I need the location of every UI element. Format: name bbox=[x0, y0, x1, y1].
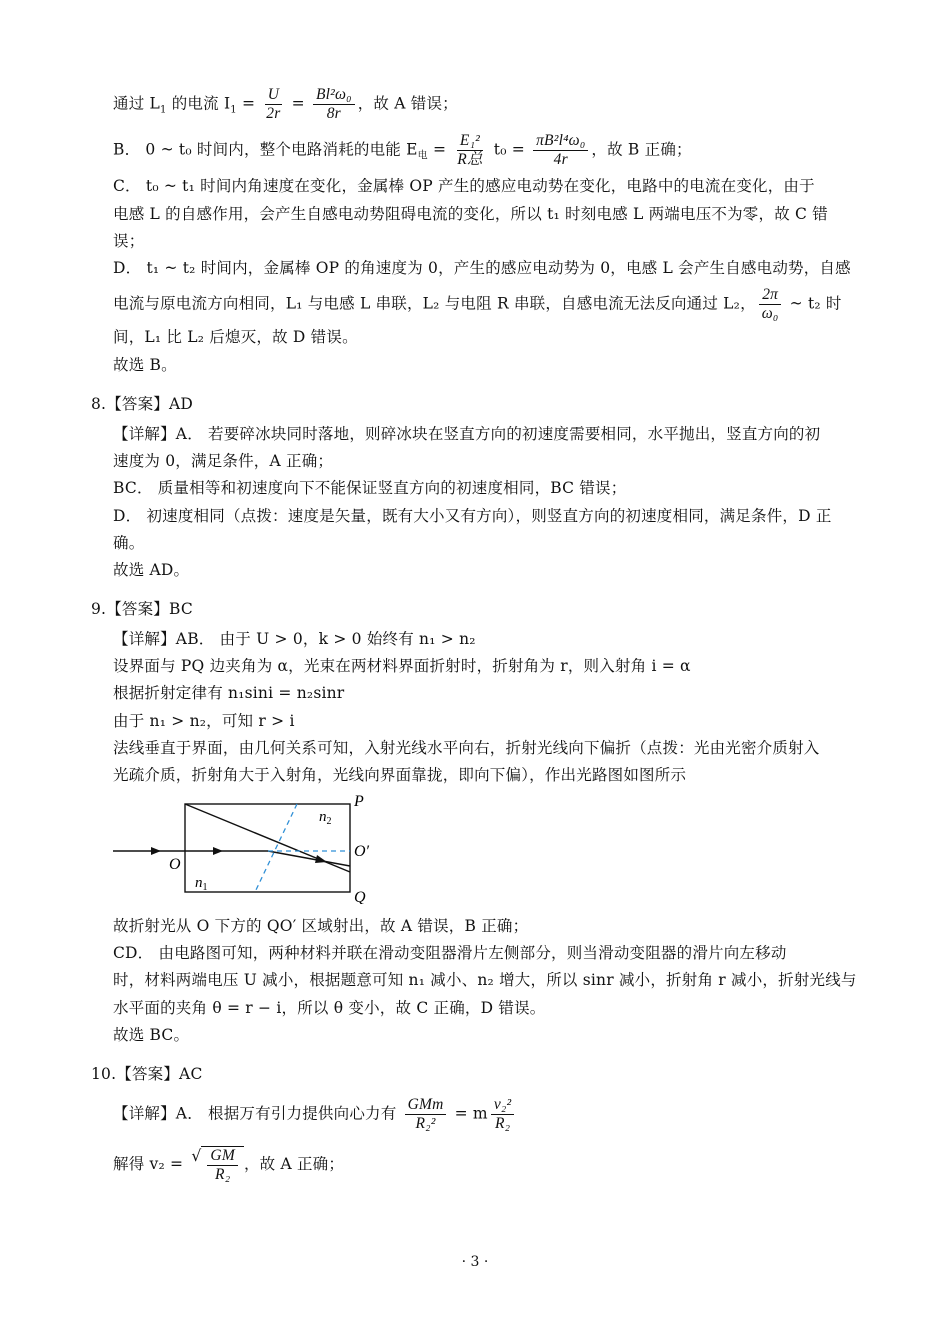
q9-choice: 故选 BC。 bbox=[113, 1026, 190, 1044]
q7-c-line-1: C． t₀ ~ t₁ 时间内角速度在变化，金属棒 OP 产生的感应电动势在变化，电路中的电流在变化，由于 bbox=[113, 177, 815, 195]
text: 的电流 I bbox=[166, 94, 231, 113]
q9-line-3: 根据折射定律有 n₁sini = n₂sinr bbox=[113, 684, 345, 702]
q9-line-8: CD． 由电路图可知，两种材料并联在滑动变阻器滑片左侧部分，则当滑动变阻器的滑片向左移动 bbox=[113, 944, 787, 962]
text: ~ t₂ 时 bbox=[784, 294, 842, 313]
text: t₀ = bbox=[488, 140, 531, 159]
denominator: 2r bbox=[266, 105, 281, 122]
text: = m bbox=[449, 1104, 488, 1123]
text: = bbox=[427, 140, 452, 159]
incident-arrowhead bbox=[151, 847, 161, 855]
text: = bbox=[236, 94, 261, 113]
fraction bbox=[491, 1096, 515, 1133]
fraction bbox=[207, 1147, 238, 1184]
refracted-arrowhead bbox=[315, 855, 327, 863]
q7-b-analysis bbox=[113, 132, 692, 169]
radical-sign: √ bbox=[191, 1147, 202, 1165]
denominator: 8r bbox=[326, 105, 341, 122]
label-o: O bbox=[169, 856, 181, 873]
incident-arrowhead-2 bbox=[213, 847, 223, 855]
q9-line-1: 【详解】AB． 由于 U > 0，k > 0 始终有 n₁ > n₂ bbox=[113, 630, 476, 648]
denominator: ω₀ bbox=[761, 305, 779, 322]
q8-line-1: 【详解】A． 若要碎冰块同时落地，则碎冰块在竖直方向的初速度需要相同，水平抛出，竖直方向的初 bbox=[113, 425, 821, 443]
label-o-prime: O′ bbox=[354, 843, 370, 860]
refracted-ray bbox=[268, 851, 350, 866]
q7-choice: 故选 B。 bbox=[113, 356, 177, 374]
q7-d-line-3: 间，L₁ 比 L₂ 后熄灭，故 D 错误。 bbox=[113, 328, 358, 346]
numerator: GM bbox=[207, 1147, 238, 1166]
q7-c-line-2: 电感 L 的自感作用，会产生自感电动势阻碍电流的变化，所以 t₁ 时刻电感 L 两端电压不为零，故 C 错 bbox=[113, 205, 828, 223]
q7-a-conclusion bbox=[113, 86, 458, 123]
denominator: R₂ bbox=[215, 1166, 231, 1183]
q9-line-6: 光疏介质，折射角大于入射角，光线向界面靠拢，即向下偏），作出光路图如图所示 bbox=[113, 766, 687, 784]
subscript: 电 bbox=[417, 150, 428, 162]
q10-answer-heading: 10.【答案】AC bbox=[91, 1065, 203, 1083]
q8-answer-heading: 8.【答案】AD bbox=[91, 395, 194, 413]
denominator: R₂² bbox=[415, 1115, 436, 1132]
fraction bbox=[759, 286, 782, 323]
q10-line-1 bbox=[113, 1096, 517, 1133]
q9-line-7: 故折射光从 O 下方的 QO′ 区域射出，故 A 错误，B 正确； bbox=[113, 917, 529, 935]
q9-line-9: 时，材料两端电压 U 减小，根据题意可知 n₁ 减小、n₂ 增大，所以 sinr 减小，折射角 r 减小，折射光线与 bbox=[113, 971, 857, 989]
light-path-diagram bbox=[113, 792, 393, 904]
text: ，故 A 正确； bbox=[243, 1155, 345, 1173]
fraction bbox=[533, 132, 588, 169]
q7-d-line-2 bbox=[113, 286, 842, 323]
q8-line-4: D． 初速度相同（点拨：速度是矢量，既有大小又有方向），则竖直方向的初速度相同，满足条件，D 正 bbox=[113, 507, 832, 525]
q8-choice: 故选 AD。 bbox=[113, 561, 190, 579]
fraction bbox=[263, 86, 283, 123]
q7-c-line-3: 误； bbox=[113, 232, 145, 250]
text: 解得 v₂ = bbox=[113, 1155, 189, 1173]
square-root bbox=[191, 1146, 244, 1184]
denominator: R总 bbox=[457, 151, 483, 168]
text: 通过 L bbox=[113, 94, 161, 113]
numerator: 2π bbox=[759, 286, 781, 305]
numerator: v₂² bbox=[491, 1096, 515, 1115]
q9-answer-heading: 9.【答案】BC bbox=[91, 600, 193, 618]
fraction bbox=[405, 1096, 447, 1133]
denominator: 4r bbox=[553, 151, 568, 168]
denominator: R₂ bbox=[494, 1115, 511, 1132]
subscript: 1 bbox=[160, 104, 167, 116]
subscript: 1 bbox=[230, 104, 237, 116]
q9-line-5: 法线垂直于界面，由几何关系可知，入射光线水平向右，折射光线向下偏折（点拨：光由光密介质射入 bbox=[113, 739, 820, 757]
text: = bbox=[286, 94, 310, 113]
fraction bbox=[454, 132, 485, 169]
label-n2: $n_2$ bbox=[319, 809, 332, 827]
text: B． 0 ~ t₀ 时间内，整个电路消耗的电能 E bbox=[113, 140, 418, 159]
label-q: Q bbox=[354, 889, 366, 904]
text: 【详解】A． 根据万有引力提供向心力有 bbox=[113, 1104, 402, 1123]
text: ，故 B 正确； bbox=[591, 140, 692, 159]
fraction bbox=[313, 86, 355, 123]
q8-line-2: 速度为 0，满足条件，A 正确； bbox=[113, 452, 334, 470]
numerator: E₁² bbox=[457, 132, 483, 151]
label-p: P bbox=[354, 793, 364, 810]
text: ，故 A 错误； bbox=[357, 94, 458, 113]
q8-line-3: BC． 质量相等和初速度向下不能保证竖直方向的初速度相同，BC 错误； bbox=[113, 479, 627, 497]
q8-line-5: 确。 bbox=[113, 534, 145, 552]
q7-d-line-1: D． t₁ ~ t₂ 时间内，金属棒 OP 的角速度为 0，产生的感应电动势为 0，电感 L 会产生自感电动势，自感 bbox=[113, 259, 851, 277]
label-n1: $n_1$ bbox=[195, 875, 208, 893]
numerator: πB²l⁴ω₀ bbox=[533, 132, 588, 151]
text: 电流与原电流方向相同，L₁ 与电感 L 串联，L₂ 与电阻 R 串联，自感电流无法反向通过 L₂， bbox=[113, 294, 756, 313]
page-number: · 3 · bbox=[461, 1254, 489, 1270]
q9-line-10: 水平面的夹角 θ = r − i，所以 θ 变小，故 C 正确，D 错误。 bbox=[113, 999, 546, 1017]
numerator: GMm bbox=[405, 1096, 447, 1115]
q9-line-4: 由于 n₁ > n₂，可知 r > i bbox=[113, 712, 295, 730]
numerator: Bl²ω₀ bbox=[313, 86, 355, 105]
q10-line-2 bbox=[113, 1146, 344, 1184]
numerator: U bbox=[265, 86, 282, 105]
q9-line-2: 设界面与 PQ 边夹角为 α，光束在两材料界面折射时，折射角为 r，则入射角 i = α bbox=[113, 657, 691, 675]
